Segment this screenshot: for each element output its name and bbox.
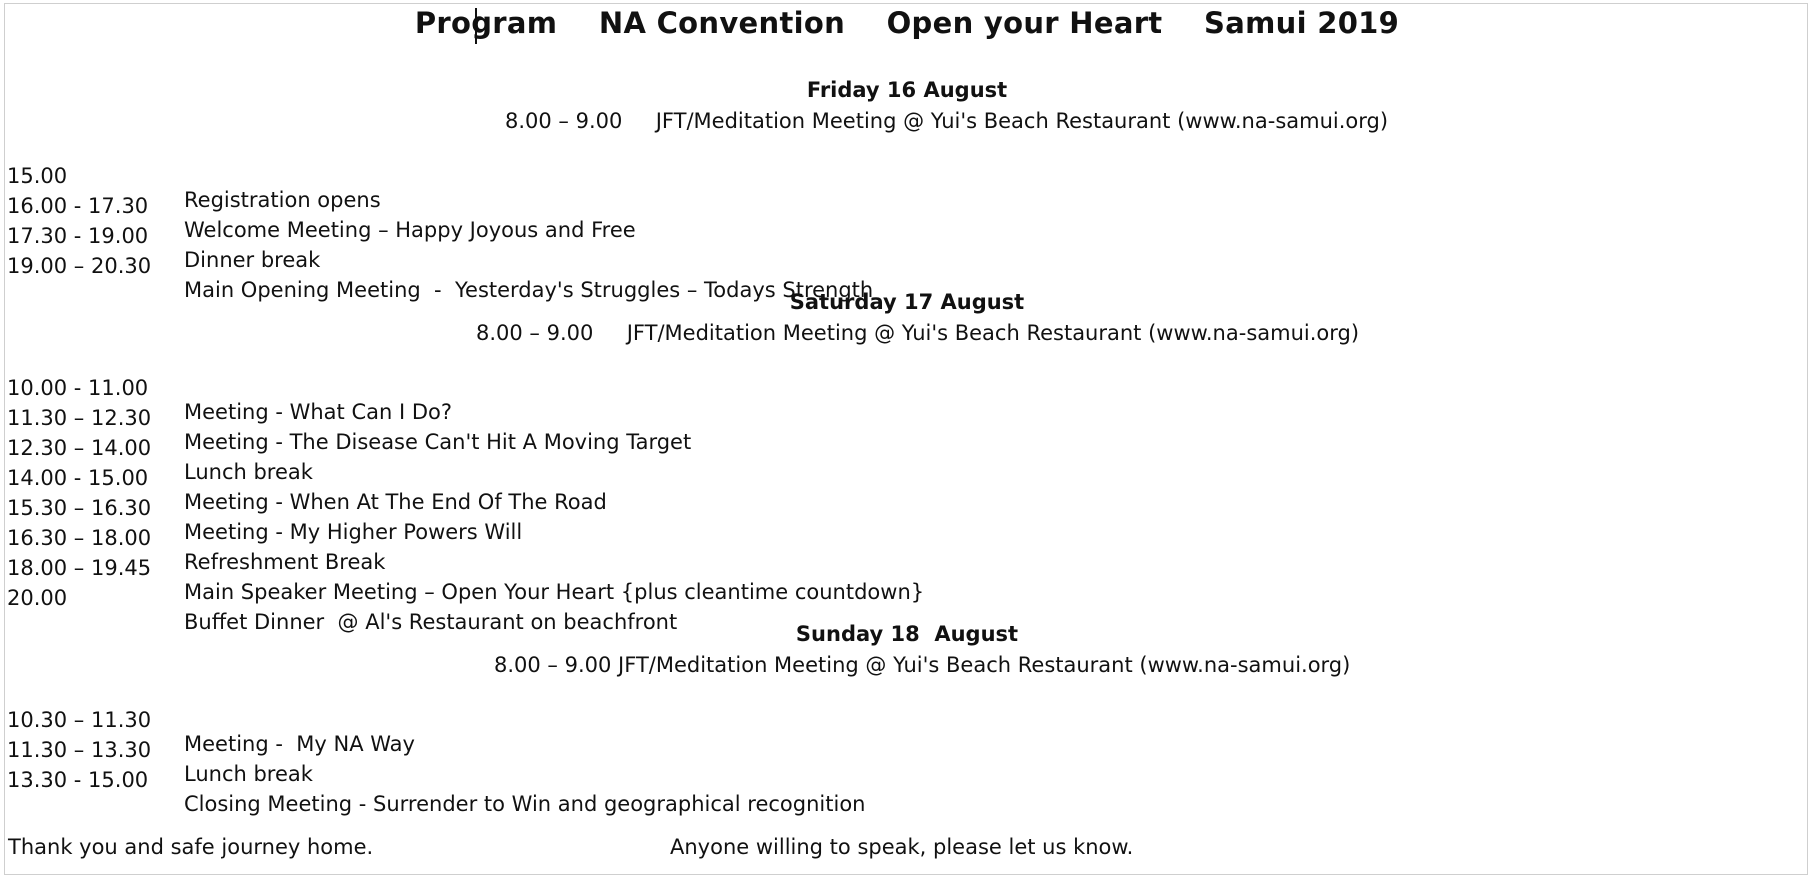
event-time: 20.00	[7, 586, 68, 610]
event-title: Meeting - The Disease Can't Hit A Moving Target	[184, 430, 692, 454]
friday-heading: Friday 16 August	[806, 78, 1008, 102]
sunday-morning-meeting: 8.00 – 9.00 JFT/Meditation Meeting @ Yui's Beach Restaurant (www.na-samui.org)	[494, 653, 1351, 677]
event-title: Dinner break	[184, 248, 321, 272]
event-time: 11.30 – 12.30	[7, 406, 152, 430]
event-title: Main Opening Meeting - Yesterday's Struggles – Todays Strength	[184, 278, 874, 302]
event-time: 16.30 – 18.00	[7, 526, 152, 550]
event-time: 16.00 - 17.30	[7, 194, 149, 218]
sunday-heading: Sunday 18 August	[795, 622, 1019, 646]
event-time: 15.30 – 16.30	[7, 496, 152, 520]
saturday-morning-meeting: 8.00 – 9.00 JFT/Meditation Meeting @ Yui's Beach Restaurant (www.na-samui.org)	[476, 321, 1360, 345]
event-time: 12.30 – 14.00	[7, 436, 152, 460]
event-time: 19.00 – 20.30	[7, 254, 152, 278]
event-time: 17.30 - 19.00	[7, 224, 149, 248]
friday-morning-meeting: 8.00 – 9.00 JFT/Meditation Meeting @ Yui's Beach Restaurant (www.na-samui.org)	[505, 109, 1389, 133]
event-title: Refreshment Break	[184, 550, 386, 574]
event-title: Meeting - My Higher Powers Will	[184, 520, 523, 544]
event-time: 14.00 - 15.00	[7, 466, 149, 490]
event-time: 13.30 - 15.00	[7, 768, 149, 792]
event-title: Buffet Dinner @ Al's Restaurant on beachfront	[184, 610, 678, 634]
event-title: Main Speaker Meeting – Open Your Heart {plus cleantime countdown}	[184, 580, 925, 604]
program-title: Program NA Convention Open your Heart Samui 2019	[414, 6, 1400, 40]
event-time: 18.00 – 19.45	[7, 556, 152, 580]
event-title: Lunch break	[184, 762, 313, 786]
event-time: 15.00	[7, 164, 68, 188]
event-title: Welcome Meeting – Happy Joyous and Free	[184, 218, 636, 242]
event-title: Closing Meeting - Surrender to Win and geographical recognition	[184, 792, 866, 816]
footer-speaker-invite: Anyone willing to speak, please let us know.	[670, 835, 1134, 859]
event-title: Meeting - What Can I Do?	[184, 400, 452, 424]
event-time: 10.00 - 11.00	[7, 376, 149, 400]
event-time: 11.30 – 13.30	[7, 738, 152, 762]
event-title: Meeting - My NA Way	[184, 732, 415, 756]
event-time: 10.30 – 11.30	[7, 708, 152, 732]
event-title: Meeting - When At The End Of The Road	[184, 490, 607, 514]
footer-farewell: Thank you and safe journey home.	[8, 835, 374, 859]
event-title: Lunch break	[184, 460, 313, 484]
event-title: Registration opens	[184, 188, 381, 212]
saturday-heading: Saturday 17 August	[789, 290, 1025, 314]
